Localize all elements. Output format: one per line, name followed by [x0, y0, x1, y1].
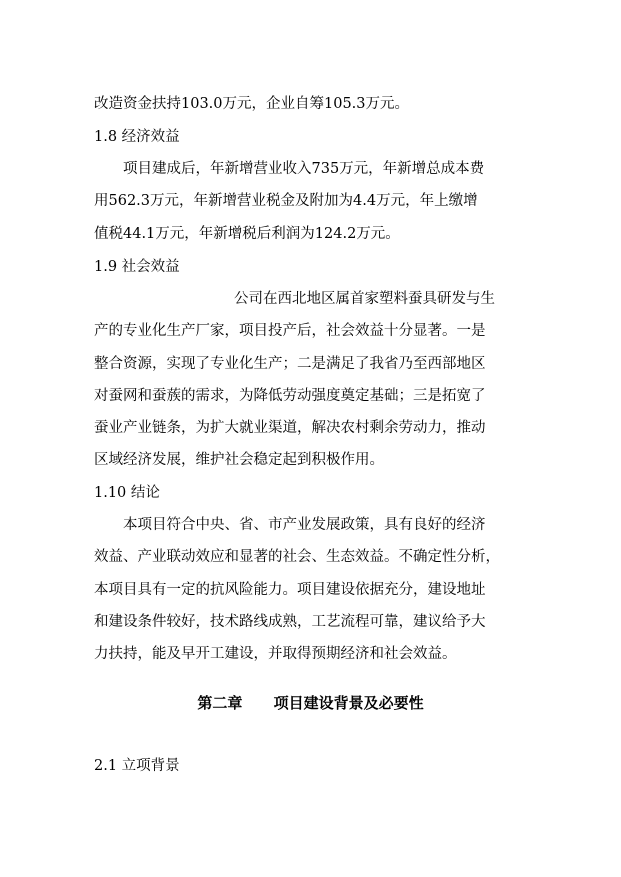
body-text-line: 公司在西北地区属首家塑料蚕具研发与生	[234, 291, 495, 307]
body-text-line: 力扶持，能及早开工建设，并取得预期经济和社会效益。	[94, 646, 457, 662]
body-text-line: 产的专业化生产厂家，项目投产后，社会效益十分显著。一是	[94, 323, 486, 339]
body-text-line: 区域经济发展，维护社会稳定起到积极作用。	[94, 452, 384, 468]
body-text-line: 本项目符合中央、省、市产业发展政策，具有良好的经济	[123, 517, 486, 533]
body-text-line: 整合资源，实现了专业化生产；二是满足了我省乃至西部地区	[94, 356, 486, 372]
body-text-line: 对蚕网和蚕蔟的需求，为降低劳动强度奠定基础；三是拓宽了	[94, 388, 486, 404]
section-heading-1-10: 1.10 结论	[94, 485, 160, 501]
body-text-line: 效益、产业联动效应和显著的社会、生态效益。不确定性分析，	[94, 549, 500, 565]
section-heading-1-8: 1.8 经济效益	[94, 129, 180, 145]
chapter-title: 第二章 项目建设背景及必要性	[197, 694, 424, 712]
body-text-line: 和建设条件较好，技术路线成熟，工艺流程可靠，建议给予大	[94, 614, 486, 630]
body-text-line: 本项目具有一定的抗风险能力。项目建设依据充分，建设地址	[94, 582, 486, 598]
body-text-line: 值税44.1万元，年新增税后利润为124.2万元。	[94, 226, 400, 242]
section-heading-2-1: 2.1 立项背景	[94, 758, 180, 774]
body-text-line: 用562.3万元，年新增营业税金及附加为4.4万元，年上缴增	[94, 193, 478, 209]
section-heading-1-9: 1.9 社会效益	[94, 259, 180, 275]
body-text-line: 蚕业产业链条，为扩大就业渠道，解决农村剩余劳动力，推动	[94, 420, 486, 436]
body-text-line: 改造资金扶持103.0万元，企业自筹105.3万元。	[94, 96, 410, 112]
body-text-line: 项目建成后，年新增营业收入735万元，年新增总成本费	[123, 161, 485, 177]
